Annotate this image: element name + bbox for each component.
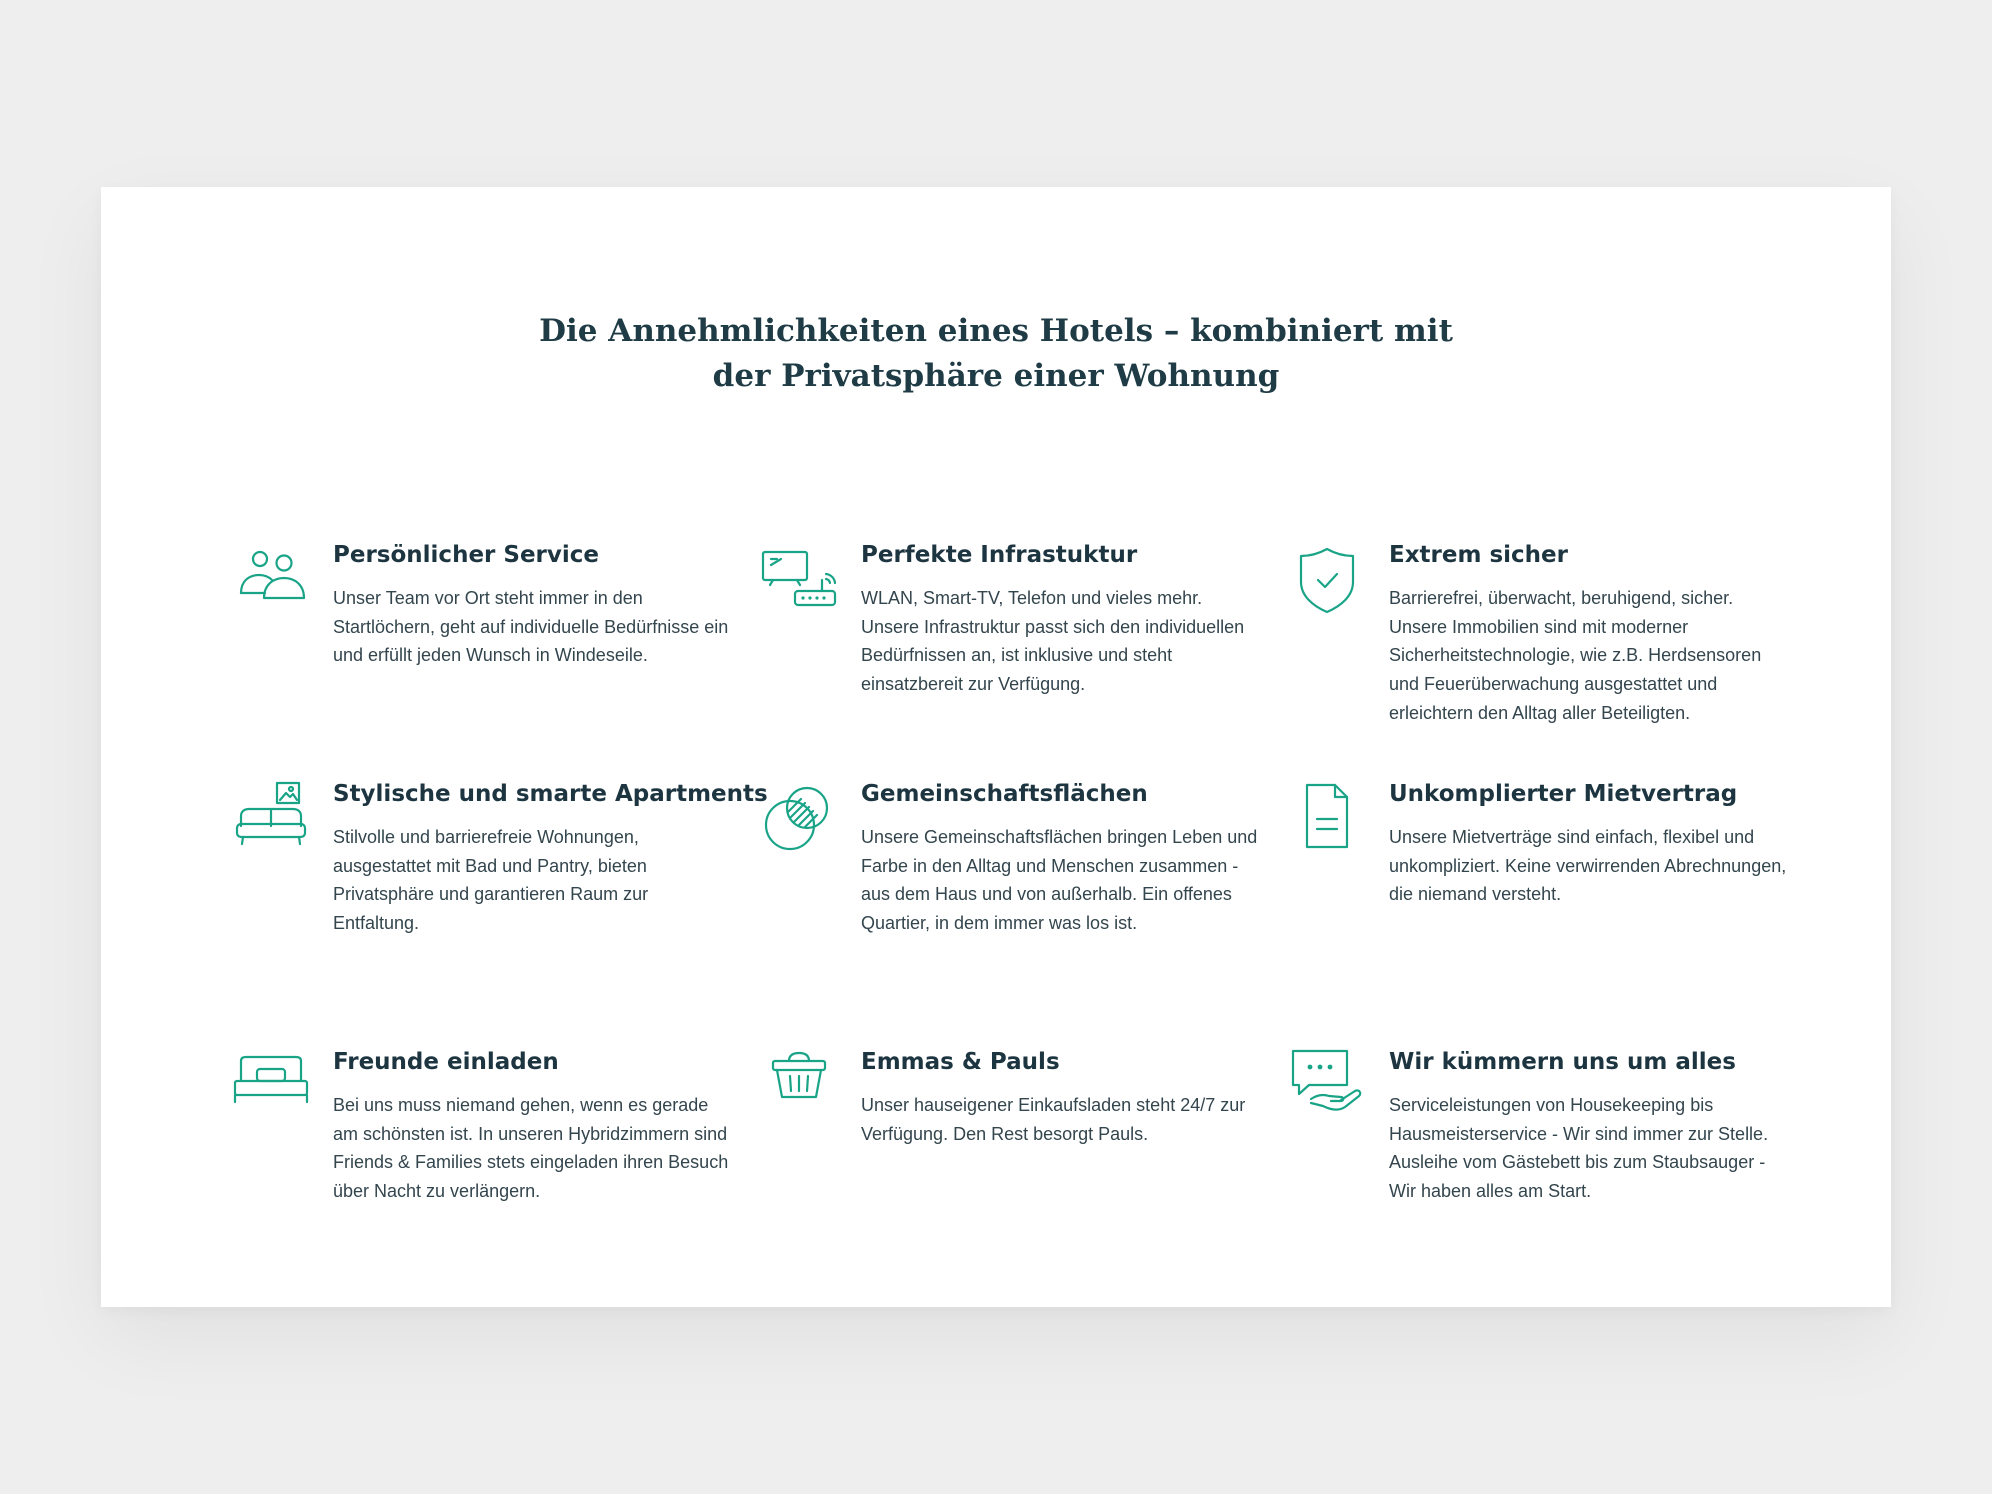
feature-title: Stylische und smarte Apartments [333, 781, 768, 807]
feature-title: Freunde einladen [333, 1049, 559, 1075]
chat-hand-icon [1287, 1047, 1367, 1127]
feature-description: Bei uns muss niemand gehen, wenn es gerade am schönsten ist. In unseren Hybridzimmern sind Friends & Families stets eingeladen ihren Besuch über Nacht zu verlängern. [333, 1095, 729, 1202]
feature-description: Barrierefrei, überwacht, beruhigend, sicher. Unsere Immobilien sind mit moderner Sicherheitstechnologie, wie z.B. Herdsensoren und Feuerüberwachung ausgestattet und erleichtern den Alltag aller Beteiligten. [1389, 588, 1762, 723]
feature-title: Wir kümmern uns um alles [1389, 1049, 1736, 1075]
feature-description: Unser Team vor Ort steht immer in den Startlöchern, geht auf individuelle Bedürfnisse ein und erfüllt jeden Wunsch in Windeseile. [333, 588, 729, 666]
feature-title: Extrem sicher [1389, 542, 1568, 568]
tv-router-icon [759, 540, 839, 620]
section-heading-line-2: der Privatsphäre einer Wohnung [712, 358, 1280, 394]
feature-description: Serviceleistungen von Housekeeping bis Hausmeisterservice - Wir sind immer zur Stelle. Ausleihe vom Gästebett bis zum Staubsauger - Wir haben alles am Start. [1389, 1095, 1769, 1202]
feature-description: Unsere Mietverträge sind einfach, flexibel und unkompliziert. Keine verwirrenden Abrechnungen, die niemand versteht. [1389, 827, 1787, 905]
feature-title: Unkomplierter Mietvertrag [1389, 781, 1738, 807]
feature-title: Persönlicher Service [333, 542, 600, 568]
feature-description: WLAN, Smart-TV, Telefon und vieles mehr. Unsere Infrastruktur passt sich den individuellen Bedürfnissen an, ist inklusive und steht einsatzbereit zur Verfügung. [861, 588, 1245, 695]
document-icon [1287, 779, 1367, 859]
feature-description: Unser hauseigener Einkaufsladen steht 24/7 zur Verfügung. Den Rest besorgt Pauls. [861, 1095, 1246, 1144]
feature-description: Unsere Gemeinschaftsflächen bringen Leben und Farbe in den Alltag und Menschen zusammen - aus dem Haus und von außerhalb. Ein offenes Quartier, in dem immer was los ist. [861, 827, 1258, 934]
section-heading [101, 309, 1891, 399]
sofa-picture-icon [231, 779, 311, 859]
feature-description: Stilvolle und barrierefreie Wohnungen, ausgestattet mit Bad und Pantry, bieten Privatsphäre und garantieren Raum zur Entfaltung. [333, 827, 649, 934]
amenities-card [101, 187, 1891, 1307]
people-icon [231, 540, 311, 620]
shield-check-icon [1287, 540, 1367, 620]
shopping-basket-icon [759, 1047, 839, 1127]
feature-title: Emmas & Pauls [861, 1049, 1060, 1075]
overlapping-circles-icon [759, 779, 839, 859]
section-heading-line-1: Die Annehmlichkeiten eines Hotels – kombiniert mit [539, 313, 1453, 349]
feature-title: Gemeinschaftsflächen [861, 781, 1148, 807]
bed-icon [231, 1047, 311, 1127]
feature-title: Perfekte Infrastuktur [861, 542, 1138, 568]
